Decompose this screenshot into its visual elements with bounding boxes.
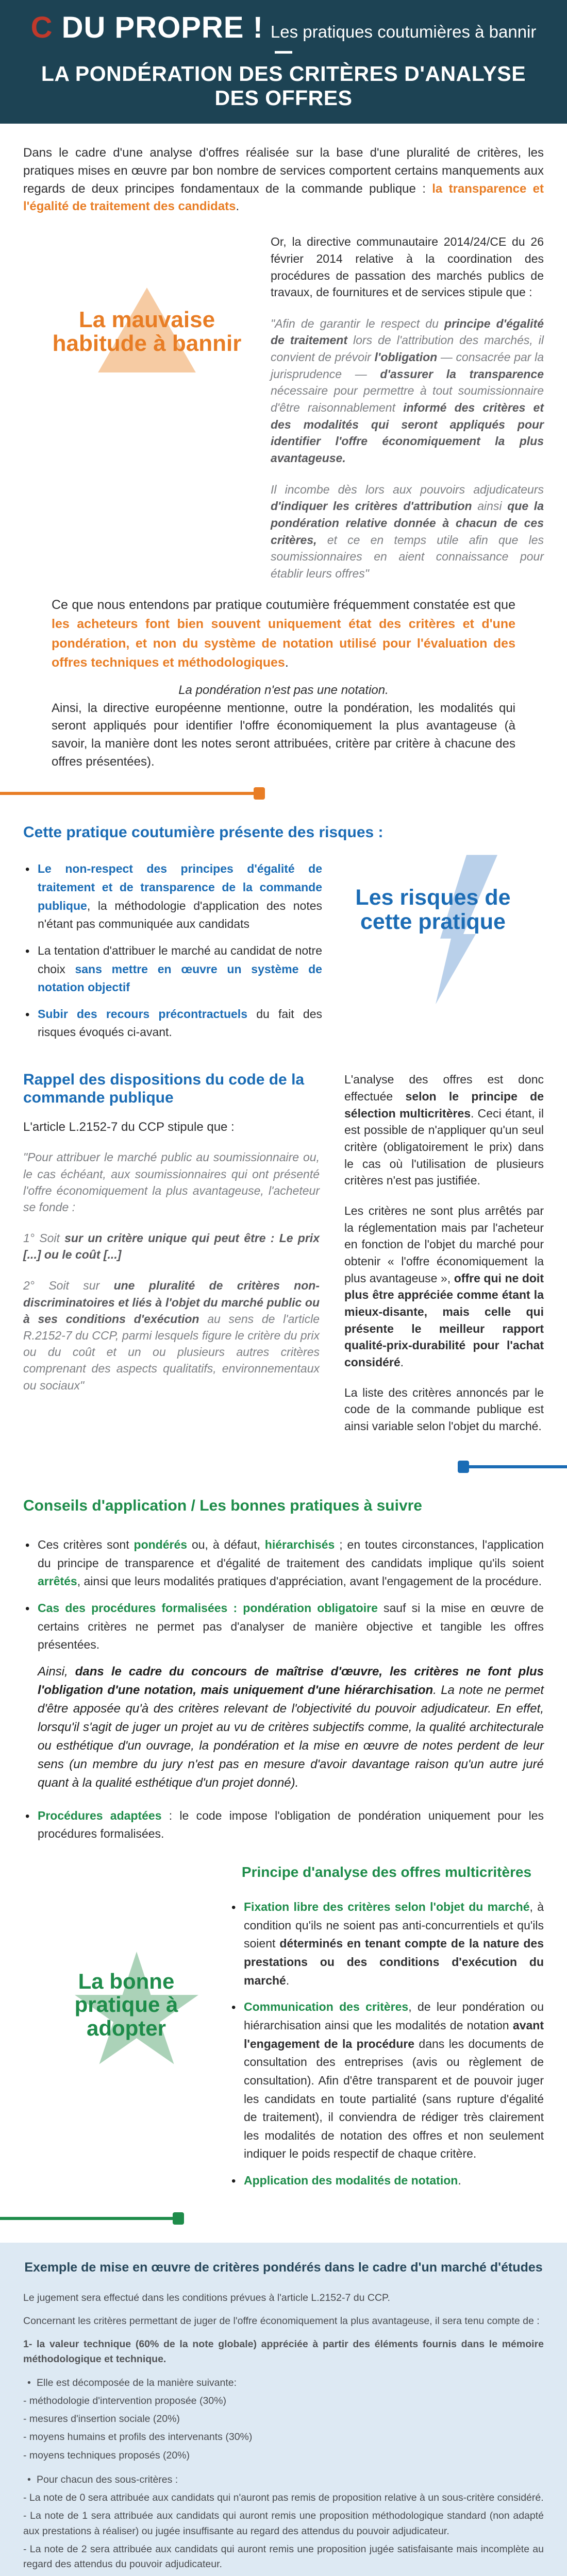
- example-title: Exemple de mise en œuvre de critères pondérés dans le cadre d'un marché d'études: [24, 2260, 543, 2275]
- advice-heading: Conseils d'application / Les bonnes pratiques à suivre: [23, 1497, 422, 1515]
- directive-quote-1: "Afin de garantir le respect du principe d'égalité de traitement lors de l'attribution des marchés, il convient de prévoir l'obligation — consacrée par la jurisprudence — d'assurer la transparence nécessaire pour permettre à tout soumissionnaire d'être raisonnablement informé des critères et des modalités qui seront appliqués pour identifier l'offre économiquement la plus avantageuse.: [271, 316, 544, 465]
- principle-list: [229, 1898, 544, 2190]
- brand-row: [23, 10, 544, 45]
- advice-item: • Ces critères sont pondérés ou, à défaut, hiérarchisés ; en toutes circonstances, l'application du principe de transparence et d'égalité de traitement des candidats implique qu'ils soient arrêtés, ainsi que leurs modalités pratiques d'appréciation, avant l'engagement de la procédure.: [23, 1536, 544, 1591]
- example-criterion-1: 1- la valeur technique (60% de la note globale) appréciée à partir des éléments fournis dans le mémoire méthodologique et technique.: [23, 2338, 544, 2365]
- example-sub-item: - mesures d'insertion sociale (20%): [23, 2413, 180, 2425]
- advice-item: • Procédures adaptées : le code impose l'obligation de pondération uniquement pour les procédures formalisées.: [23, 1807, 544, 1843]
- risks-label: Les risques de cette pratique: [355, 885, 511, 934]
- risk-item: • Le non-respect des principes d'égalité de traitement et de transparence de la commande publique, la méthodologie d'application des notes n'étant pas communiquée aux candidats: [23, 860, 322, 934]
- green-divider: [0, 2212, 567, 2225]
- example-sub-intro: • Pour chacun des sous-critères :: [23, 2472, 544, 2487]
- blue-divider: [0, 1460, 567, 1473]
- analysis-paragraph-3: La liste des critères annoncés par le code de la commande publique est ainsi variable selon l'objet du marché.: [344, 1385, 544, 1433]
- code-article-ref: L'article L.2152-7 du CCP stipule que :: [23, 1120, 235, 1134]
- code-heading: Rappel des dispositions du code de la commande publique: [23, 1071, 305, 1106]
- advice-list: [23, 1536, 544, 1654]
- example-sub-item: - moyens humains et profils des intervenants (30%): [23, 2431, 253, 2443]
- intro-paragraph: Dans le cadre d'une analyse d'offres réalisée sur la base d'une pluralité de critères, les pratiques mises en œuvre par bon nombre de services comportent certains manquements aux regards de deux principes fondamentaux de la commande publique : la transparence et l'égalité de traitement des candidats.: [23, 146, 544, 214]
- practice-tagline: La pondération n'est pas une notation.: [178, 683, 389, 697]
- principle-section: [0, 1864, 567, 2198]
- practice-paragraph-2: Ainsi, la directive européenne mentionne, outre la pondération, les modalités qui seront appliqués pour identifier l'offre économiquement la plus avantageuse (à savoir, la manière dont les notes seront attribuées, critère par critère à chacune des offres présentées).: [52, 701, 515, 769]
- risks-list-column: [23, 860, 322, 1056]
- orange-divider: [0, 787, 567, 800]
- risk-item: • La tentation d'attribuer le marché au candidat de notre choix sans mettre en œuvre un système de notation objectif: [23, 942, 322, 997]
- directive-intro: Or, la directive communautaire 2014/24/CE du 26 février 2014 relative à la coordination des procédures de passation des marchés publics de travaux, de fournitures et de services stipule que :: [271, 235, 544, 299]
- code-analysis-column: [344, 1071, 544, 1448]
- bad-habit-label: La mauvaise habitude à bannir: [52, 307, 242, 357]
- example-box: [0, 2243, 567, 2576]
- advice-note: Ainsi, dans le cadre du concours de maîtrise d'œuvre, les critères ne font plus l'obligation d'une notation, mais uniquement d'une hiérarchisation. La note ne permet d'être apposée qu'à des critères relevant de l'objectivité du pouvoir adjudicateur. En effet, lorsqu'il s'agit de juger un projet au vu de critères subjectifs comme, la qualité architecturale ou esthétique d'un ouvrage, la pondération et la mise en œuvre de notes perdent de leur sens (un membre du jury n'est pas en mesure d'avoir davantage raison qu'un autre juré quant à la qualité esthétique d'un projet donné).: [38, 1664, 544, 1790]
- principle-item: • Communication des critères, de leur pondération ou hiérarchisation ainsi que les modalités de notation avant l'engagement de la procédure dans les documents de consultation des entreprises (avis ou règlement de consultation). Afin d'être transparent et de pouvoir juger les candidats en toute partialité (sans rupture d'égalité de traitement), il conviendra de rédiger très clairement les modalités de notation des offres et non seulement indiquer le poids respectif de chaque critère.: [229, 1998, 544, 2163]
- analysis-paragraph-2: Les critères ne sont plus arrêtés par la réglementation mais par l'acheteur en fonction de l'objet du marché pour obtenir « l'offre économiquement la plus avantageuse », offre qui ne doit plus être appréciée comme étant la mieux-disante, mais celle qui présente le meilleur rapport qualité-prix-durabilité pour l'achat considéré.: [344, 1204, 544, 1369]
- risks-graphic: [322, 860, 544, 1056]
- analysis-paragraph-1: L'analyse des offres est donc effectuée selon le principe de sélection multicritères. Ceci étant, il est possible de n'appliquer qu'un seul critère (obligatoirement le prix) dans le cas où l'utilisation de plusieurs critères n'est pas justifiée.: [344, 1073, 544, 1188]
- bad-habit-graphic: [23, 233, 271, 582]
- code-article-column: [23, 1071, 320, 1448]
- advice-list-2: [23, 1807, 544, 1843]
- example-note-rule: - La note de 0 sera attribuée aux candidats qui n'auront pas remis de proposition relative à un sous-critère considéré.: [23, 2492, 544, 2504]
- brand-tagline: Les pratiques coutumières à bannir: [270, 22, 537, 41]
- example-paragraph: Le jugement sera effectué dans les conditions prévues à l'article L.2152-7 du CCP.: [23, 2292, 390, 2303]
- risk-item: • Subir des recours précontractuels du fait des risques évoqués ci-avant.: [23, 1005, 322, 1042]
- bad-habit-section: [0, 233, 567, 582]
- principle-column: [229, 1864, 544, 2198]
- good-practice-label: La bonne pratique à adopter: [74, 1969, 178, 2040]
- risks-list: [23, 860, 322, 1042]
- good-practice-graphic: [23, 1864, 229, 2198]
- code-quote-3: 2° Soit sur une pluralité de critères non-discriminatoires et liés à l'objet du marché public ou à ses conditions d'exécution au sens de l'article R.2152-7 du CCP, parmi lesquels figure le critère du prix ou du coût et un ou plusieurs autres critères comprenant des aspects qualitatifs, environnementaux ou sociaux": [23, 1279, 320, 1392]
- header-dash: [275, 51, 292, 54]
- practice-paragraph: Ce que nous entendons par pratique coutumière fréquemment constatée est que les acheteurs font bien souvent uniquement état des critères et d'une pondération, et non du système de notation utilisé pour l'évaluation des offres techniques et méthodologiques.: [52, 597, 515, 670]
- principle-item: • Fixation libre des critères selon l'objet du marché, à condition qu'ils ne soient pas anti-concurrentiels et qu'ils soient déterminés en tenant compte de la nature des prestations ou des conditions d'exécution du marché.: [229, 1898, 544, 1990]
- page-title: LA PONDÉRATION DES CRITÈRES D'ANALYSE DES OFFRES: [41, 62, 526, 110]
- principle-item: • Application des modalités de notation.: [229, 2172, 544, 2190]
- brand-letter-c: C: [30, 11, 53, 44]
- code-quote-1: "Pour attribuer le marché public au soumissionnaire ou, le cas échéant, aux soumissionnaires qui ont présenté l'offre économiquement la plus avantageuse, l'acheteur se fonde :: [23, 1150, 320, 1214]
- principle-heading: Principe d'analyse des offres multicritères: [241, 1864, 532, 1880]
- example-sub-item: - moyens techniques proposés (20%): [23, 2449, 190, 2461]
- brand-title: [31, 10, 263, 45]
- code-quote-2: 1° Soit sur un critère unique qui peut être : Le prix [...] ou le coût [...]: [23, 1231, 320, 1262]
- example-sub-intro: • Elle est décomposée de la manière suivante:: [23, 2376, 544, 2391]
- risks-heading: Cette pratique coutumière présente des risques :: [23, 823, 383, 841]
- example-paragraph: Concernant les critères permettant de juger de l'offre économiquement la plus avantageuse, il sera tenu compte de :: [23, 2315, 540, 2327]
- directive-column: [271, 233, 544, 582]
- brand-rest: DU PROPRE !: [61, 11, 263, 44]
- directive-quote-2: Il incombe dès lors aux pouvoirs adjudicateurs d'indiquer les critères d'attribution ainsi que la pondération relative donnée à chacun de ces critères, et ce en temps utile afin que les soumissionnaires en aient connaissance pour établir leurs offres": [271, 482, 544, 580]
- page-header: [0, 0, 567, 124]
- advice-item: • Cas des procédures formalisées : pondération obligatoire sauf si la mise en œuvre de certains critères ne permet pas d'analyser de manière objective et tangible les offres présentées.: [23, 1599, 544, 1654]
- example-note-rule: - La note de 1 sera attribuée aux candidats qui auront remis une proposition méthodologique standard (non adapté aux prestations à réaliser) ou jugée insuffisante au regard des attendus du pouvoir adjudicateur.: [23, 2510, 544, 2537]
- example-sub-item: - méthodologie d'intervention proposée (30%): [23, 2395, 226, 2406]
- risks-section: [0, 860, 567, 1056]
- example-note-rule: - La note de 2 sera attribuée aux candidats qui auront remis une proposition jugée satisfaisante mais incomplète au regard des attendus du pouvoir adjudicateur.: [23, 2543, 544, 2570]
- code-section: [0, 1071, 567, 1448]
